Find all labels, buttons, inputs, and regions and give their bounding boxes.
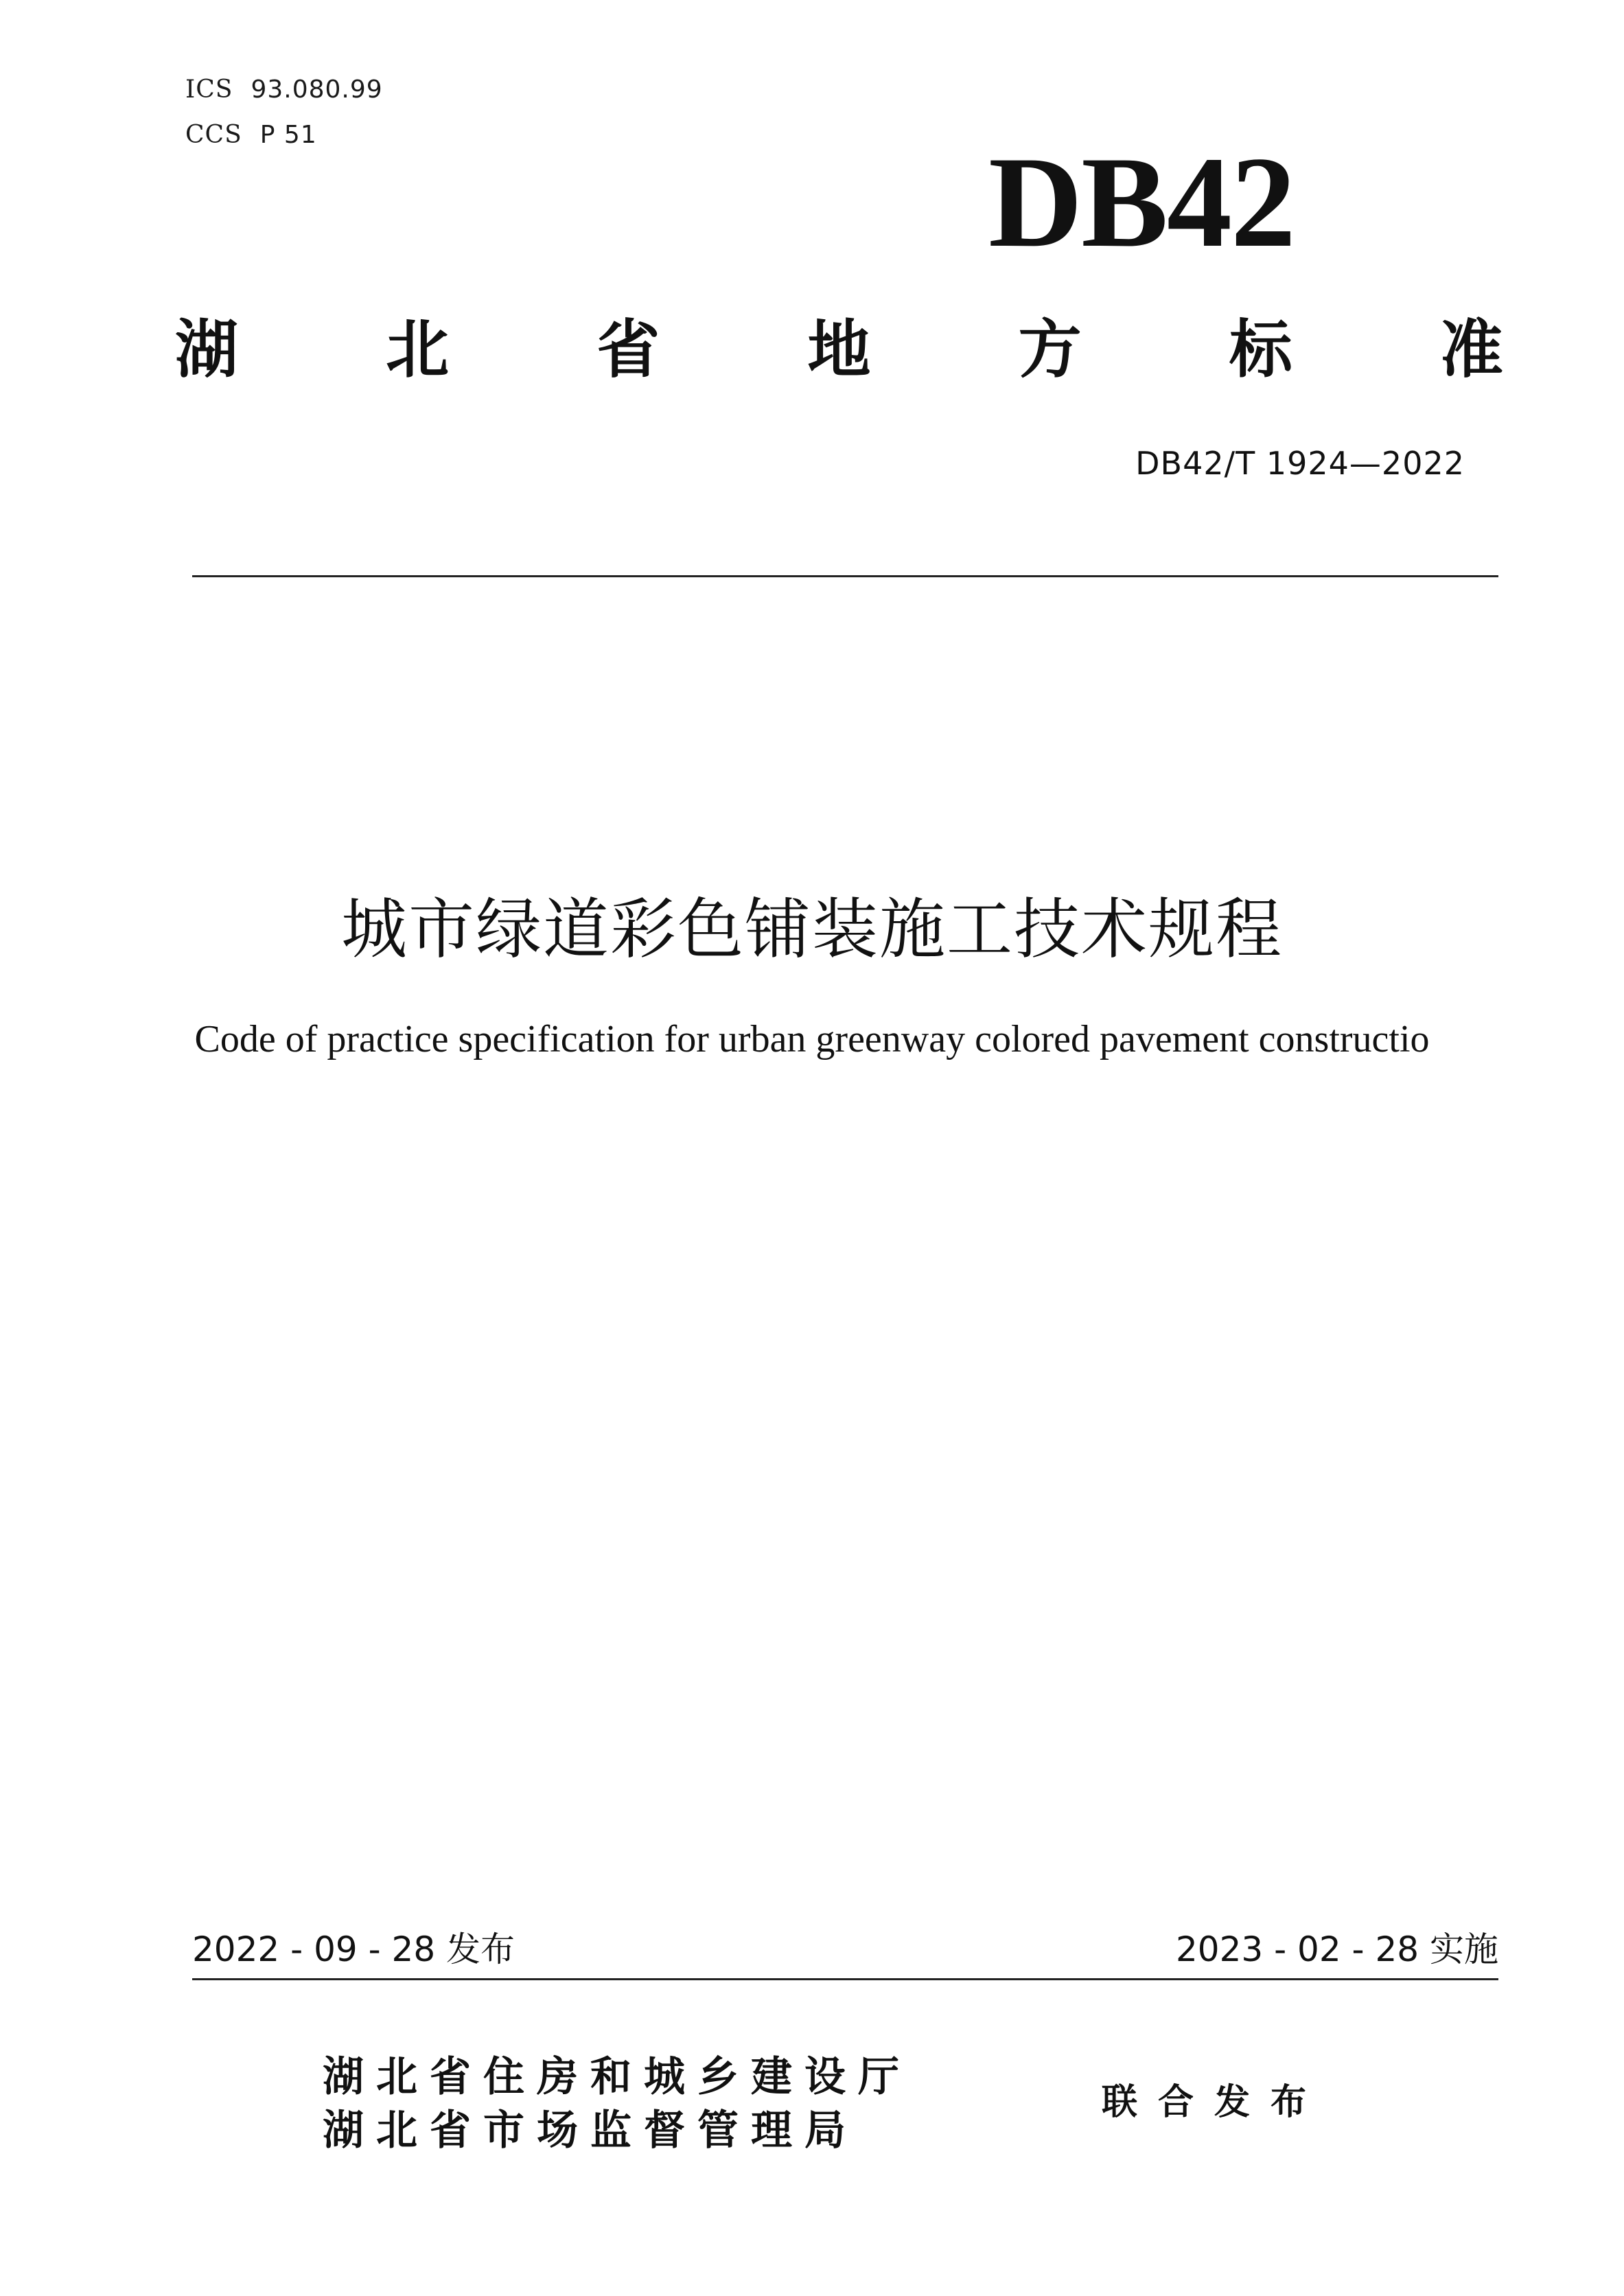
issuer-market-regulation-bureau: 湖北省市场监督管理局 [323, 2107, 858, 2155]
title-english: Code of practice specification for urban greenway colored pavement constructio [194, 1018, 1430, 1060]
ics-label: ICS [185, 76, 233, 104]
ccs-value: P 51 [259, 121, 317, 149]
ics-value: 93.080.99 [251, 76, 383, 104]
issuer-housing-department: 湖北省住房和城乡建设厅 [323, 2053, 912, 2101]
issue-date: 2022 - 09 - 28 发布 [192, 1929, 515, 1969]
standard-type-char: 标 [1229, 313, 1292, 386]
standard-type-char: 准 [1439, 313, 1503, 386]
ccs-label: CCS [185, 121, 242, 149]
top-divider [192, 575, 1498, 577]
standard-number: DB42/T 1924—2022 [1135, 445, 1465, 482]
standard-type-char: 地 [807, 313, 871, 386]
standard-type-char: 湖 [175, 313, 239, 386]
standard-type-heading [175, 312, 1503, 388]
implementation-date: 2023 - 02 - 28 实施 [1175, 1929, 1498, 1969]
standard-mark: DB42 [988, 130, 1295, 275]
joint-issue-label: 联合发布 [1102, 2082, 1327, 2123]
ccs-classification [185, 121, 317, 149]
standard-type-char: 省 [596, 313, 660, 386]
standard-type-char: 北 [386, 313, 450, 386]
title-chinese: 城市绿道彩色铺装施工技术规程 [341, 891, 1283, 968]
ics-classification [185, 76, 383, 104]
standard-type-char: 方 [1018, 313, 1082, 386]
bottom-divider [192, 1978, 1498, 1980]
